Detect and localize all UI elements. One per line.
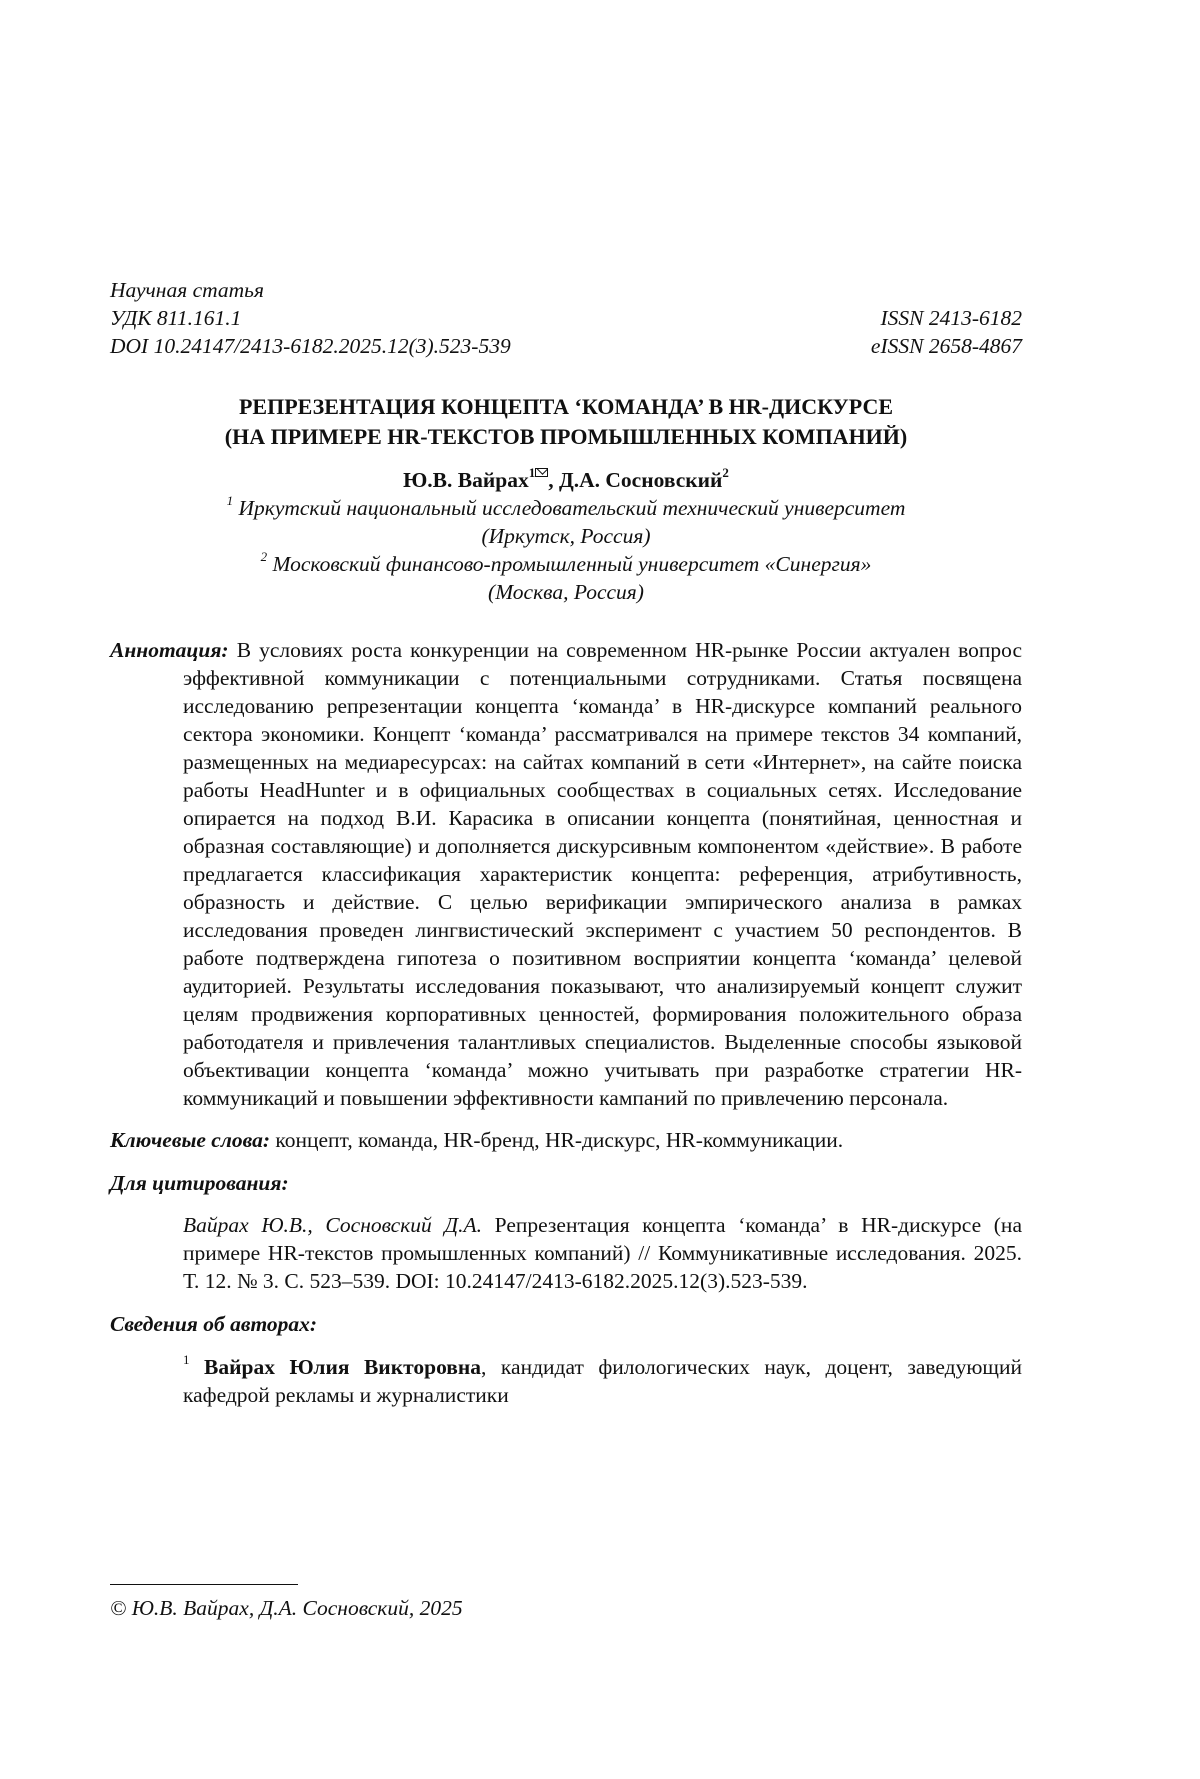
author-1-affiliation-mark: 1	[528, 464, 536, 480]
author-2-name: Д.А. Сосновский	[558, 468, 723, 492]
affiliation-1-location: (Иркутск, Россия)	[481, 524, 651, 548]
author-2-affiliation-mark: 2	[722, 464, 729, 480]
about-authors-heading: Сведения об авторах:	[110, 1312, 318, 1336]
eissn: eISSN 2658-4867	[870, 334, 1022, 358]
affiliation-2-location: (Москва, Россия)	[488, 580, 644, 604]
article-type-row	[110, 276, 1022, 304]
affiliation-1-mark: 1	[226, 492, 234, 508]
mail-icon	[535, 468, 548, 477]
abstract-text: В условиях роста конкуренции на современном HR-рынке России актуален вопрос эффективной коммуникации с потенциальными сотрудниками. Статья посвящена исследованию репрезентации концепта ‘команда’ в HR-дискурсе компаний реального сектора экономики. Концепт ‘команда’ рассматривался на примере текстов 34 компаний, размещенных на медиаресурсах: на сайтах компаний в сети «Интернет», на сайте поиска работы HeadHunter и в официальных сообществах в социальных сетях. Исследование опирается на подход В.И. Карасика в описании концепта (понятийная, ценностная и образная составляющие) и дополняется дискурсивным компонентом «действие». В работе предлагается классификация характеристик концепта: референция, атрибутивность, образность и действие. С целью верификации эмпирического анализа в рамках исследования проведен лингвистический эксперимент с участием 50 респондентов. В работе подтверждена гипотеза о позитивном восприятии концепта ‘команда’ целевой аудиторией. Результаты исследования показывают, что анализируемый концепт служит целям продвижения корпоративных ценностей, формирования положительного образа работодателя и привлечения талантливых специалистов. Выделенные способы языковой объективации концепта ‘команда’ можно учитывать при разработке стратегии HR-коммуникаций и повышении эффективности кампаний по привлечению персонала.	[183, 638, 1023, 1110]
citation-block	[110, 1211, 1022, 1295]
affiliation-2-name: Московский финансово-промышленный университет «Синергия»	[272, 552, 872, 576]
affiliation-1	[110, 494, 1022, 550]
footnote-divider	[110, 1584, 298, 1585]
abstract	[110, 636, 1022, 1112]
citation-heading: Для цитирования:	[110, 1171, 289, 1195]
affiliation-2-mark: 2	[260, 548, 268, 564]
issn: ISSN 2413-6182	[880, 306, 1022, 330]
author-separator: ,	[548, 468, 559, 492]
article-title	[110, 392, 1022, 452]
article-title-line-1: РЕПРЕЗЕНТАЦИЯ КОНЦЕПТА ‘КОМАНДА’ В HR-ДИСКУРСЕ	[238, 394, 894, 419]
author-1-name: Ю.В. Вайрах	[403, 468, 529, 492]
abstract-label: Аннотация:	[110, 638, 229, 662]
keywords-label: Ключевые слова:	[110, 1128, 270, 1152]
doi: DOI 10.24147/2413-6182.2025.12(3).523-539	[110, 334, 511, 358]
keywords-text: концепт, команда, HR-бренд, HR-дискурс, HR-коммуникации.	[275, 1128, 844, 1152]
article-title-line-2: (НА ПРИМЕРЕ HR-ТЕКСТОВ ПРОМЫШЛЕННЫХ КОМПАНИЙ)	[224, 424, 908, 449]
about-author-mark: 1	[183, 1351, 190, 1367]
copyright-notice: © Ю.В. Вайрах, Д.А. Сосновский, 2025	[110, 1596, 463, 1620]
affiliation-2	[110, 550, 1022, 606]
about-authors-block	[110, 1353, 1022, 1409]
affiliation-1-name: Иркутский национальный исследовательский технический университет	[238, 496, 906, 520]
keywords	[110, 1126, 1022, 1154]
udk-issn-row	[110, 304, 1022, 332]
author-list	[110, 466, 1022, 494]
article-type: Научная статья	[110, 278, 264, 302]
about-author-text: , кандидат филологических наук, доцент, заведующий кафедрой рекламы и журналистики	[183, 1355, 1022, 1407]
article-first-page	[110, 276, 1022, 1409]
citation-text: Репрезентация концепта ‘команда’ в HR-дискурсе (на примере HR-текстов промышленных компаний) // Коммуникативные исследования. 2025. Т. 12. № 3. С. 523–539. DOI: 10.24147/2413-6182.2025.12(3).523-539.	[183, 1213, 1022, 1293]
udk: УДК 811.161.1	[110, 306, 242, 330]
doi-eissn-row	[110, 332, 1022, 360]
about-author-name: Вайрах Юлия Викторовна	[204, 1355, 482, 1379]
citation-authors: Вайрах Ю.В., Сосновский Д.А.	[183, 1213, 482, 1237]
